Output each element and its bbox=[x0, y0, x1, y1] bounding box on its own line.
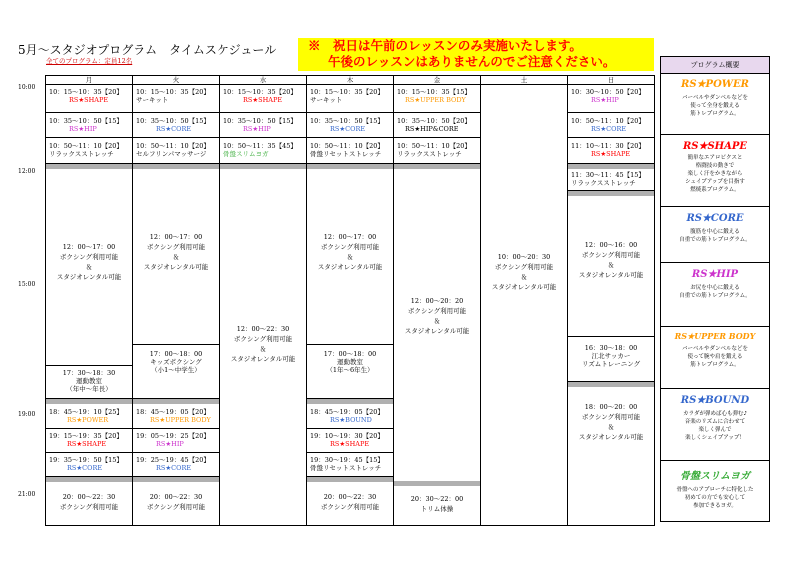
lesson-time: 19：25～19：45【20】 bbox=[136, 456, 210, 464]
lesson-wed-3 bbox=[220, 138, 306, 164]
lesson-time: 19：05～19：25【20】 bbox=[136, 432, 210, 440]
open-block-mon bbox=[46, 242, 132, 282]
open-desc: ボクシング利用可能 bbox=[320, 243, 380, 251]
time-label-10: 10:00 bbox=[18, 84, 36, 91]
desc-line: 音楽のリズムに合わせて bbox=[684, 419, 746, 425]
open-desc: ボクシング利用可能 bbox=[146, 243, 206, 251]
legend-desc bbox=[661, 345, 769, 369]
desc-line: 腹筋を中心に鍛える bbox=[690, 229, 740, 235]
desc-line: 筋トレプログラム。 bbox=[690, 362, 740, 368]
lesson-time: 17：00～18：00 bbox=[323, 350, 377, 358]
lesson-mon-3 bbox=[46, 138, 132, 164]
lesson-name: RS★UPPER BODY bbox=[150, 416, 211, 424]
lesson-mon-4 bbox=[46, 406, 132, 429]
lesson-time: 10：35～10：50【15】 bbox=[223, 117, 297, 125]
time-label-19: 19:00 bbox=[18, 411, 36, 418]
legend-desc bbox=[661, 284, 769, 300]
open-desc-2: スタジオレンタル可能 bbox=[317, 263, 383, 271]
break-band bbox=[307, 477, 393, 482]
night-block-tue bbox=[133, 492, 219, 512]
open-amp: ＆ bbox=[346, 253, 354, 261]
lesson-thu-5 bbox=[307, 429, 393, 453]
lesson-time: 10：50～11：10【20】 bbox=[136, 142, 210, 150]
lesson-name: 骨盤スリムヨガ bbox=[223, 150, 269, 158]
legend-title: プログラム概要 bbox=[661, 57, 769, 74]
lesson-fri-2 bbox=[394, 113, 480, 138]
lesson-name: 運動教室 bbox=[76, 377, 102, 385]
break-band bbox=[307, 164, 393, 169]
lesson-note: （1年～6年生） bbox=[326, 366, 374, 374]
open-time: 20：00～22：30 bbox=[323, 493, 377, 501]
open-time: 12：00～17：00 bbox=[323, 233, 377, 241]
lesson-time: 17：30～18：30 bbox=[62, 369, 116, 377]
lesson-time: 10：35～10：50【15】 bbox=[310, 117, 384, 125]
lesson-name: リラックスストレッチ bbox=[571, 179, 636, 187]
open-time: 20：30～22：00 bbox=[410, 495, 464, 503]
legend-item-bound bbox=[661, 389, 769, 461]
lesson-time: 10：35～10：50【15】 bbox=[49, 117, 123, 125]
lesson-thu-kids bbox=[307, 344, 393, 399]
desc-line: バーベルやダンベルなどを bbox=[681, 346, 749, 352]
open-time: 10：00～20：30 bbox=[497, 253, 551, 261]
open-block-wed bbox=[220, 324, 306, 364]
legend-desc bbox=[661, 486, 769, 510]
lesson-wed-2 bbox=[220, 113, 306, 138]
open-block-thu bbox=[307, 232, 393, 272]
lesson-name: RS★HIP bbox=[243, 125, 271, 133]
legend-desc bbox=[661, 228, 769, 244]
evening-block-sun bbox=[568, 402, 654, 442]
lesson-time: 18：45～19：05【20】 bbox=[136, 408, 210, 416]
lesson-time: 10：15～10：35【20】 bbox=[136, 88, 210, 96]
desc-line: 初めての方でも安心して bbox=[684, 495, 746, 501]
legend-item-upper-body bbox=[661, 327, 769, 389]
open-time: 12：00～22：30 bbox=[236, 325, 290, 333]
open-desc-2: スタジオレンタル可能 bbox=[491, 283, 557, 291]
legend-desc bbox=[661, 154, 769, 194]
lesson-fri-1 bbox=[394, 86, 480, 113]
legend-item-power bbox=[661, 73, 769, 135]
lesson-note: リズムトレーニング bbox=[581, 360, 641, 368]
time-label-12: 12:00 bbox=[18, 168, 36, 175]
lesson-name: RS★BOUND bbox=[330, 416, 372, 424]
lesson-mon-6 bbox=[46, 453, 132, 477]
time-label-15: 15:00 bbox=[18, 281, 36, 288]
open-time: 18：00～20：00 bbox=[584, 403, 638, 411]
legend-name: RS★BOUND bbox=[680, 395, 750, 406]
lesson-time: 10：50～11：10【20】 bbox=[310, 142, 384, 150]
lesson-sun-soccer bbox=[568, 336, 654, 382]
break-band bbox=[394, 164, 480, 169]
desc-line: 使って全身を鍛える bbox=[690, 103, 740, 109]
lesson-name: RS★HIP bbox=[156, 440, 184, 448]
lesson-mon-5 bbox=[46, 429, 132, 453]
lesson-name: RS★CORE bbox=[156, 464, 192, 472]
lesson-time: 10：35～10：50【20】 bbox=[397, 117, 471, 125]
lesson-name: RS★POWER bbox=[67, 416, 109, 424]
lesson-name: RS★SHAPE bbox=[330, 440, 370, 448]
lesson-time: 10：50～11：10【20】 bbox=[397, 142, 471, 150]
desc-line: お尻を中心に鍛える bbox=[690, 285, 740, 291]
open-desc: ボクシング利用可能 bbox=[233, 335, 293, 343]
lesson-thu-3 bbox=[307, 138, 393, 164]
open-time: 12：00～20：20 bbox=[410, 297, 464, 305]
lesson-time: 19：10～19：30【20】 bbox=[310, 432, 384, 440]
open-desc: ボクシング利用可能 bbox=[59, 253, 119, 261]
open-amp: ＆ bbox=[607, 423, 615, 431]
lesson-mon-2 bbox=[46, 113, 132, 138]
open-desc-2: スタジオレンタル可能 bbox=[404, 327, 470, 335]
day-header-sun: 日 bbox=[568, 76, 654, 85]
lesson-name: RS★SHAPE bbox=[69, 96, 109, 104]
lesson-time: 18：45～19：05【20】 bbox=[310, 408, 384, 416]
desc-line: シェイプアップを目指す bbox=[685, 179, 745, 185]
open-amp: ＆ bbox=[85, 263, 93, 271]
lesson-time: 19：30～19：45【15】 bbox=[310, 456, 384, 464]
lesson-tue-4 bbox=[133, 406, 219, 429]
open-time: 20：00～22：30 bbox=[149, 493, 203, 501]
lesson-name: RS★SHAPE bbox=[243, 96, 283, 104]
lesson-name: RS★SHAPE bbox=[67, 440, 107, 448]
lesson-time: 10：50～11：10【20】 bbox=[571, 117, 645, 125]
legend-name: RS★CORE bbox=[686, 213, 744, 224]
desc-line: 楽しく弾んで bbox=[698, 427, 732, 433]
day-header-tue: 火 bbox=[133, 76, 220, 85]
desc-line: 楽しく汗をかきながら bbox=[687, 171, 743, 177]
open-desc-2: スタジオレンタル可能 bbox=[56, 273, 122, 281]
lesson-thu-6 bbox=[307, 453, 393, 477]
desc-line: 使って腕や肩を鍛える bbox=[687, 354, 743, 360]
lesson-name: RS★CORE bbox=[591, 125, 627, 133]
lesson-time: 10：50～11：35【45】 bbox=[223, 142, 297, 150]
lesson-note: （年中～年長） bbox=[66, 385, 112, 393]
open-desc: ボクシング利用可能 bbox=[146, 503, 206, 511]
lesson-name: RS★HIP bbox=[69, 125, 97, 133]
holiday-notice bbox=[298, 38, 654, 71]
open-desc-2: スタジオレンタル可能 bbox=[578, 271, 644, 279]
night-block-fri bbox=[394, 494, 480, 514]
open-desc-2: スタジオレンタル可能 bbox=[143, 263, 209, 271]
time-label-21: 21:00 bbox=[18, 491, 36, 498]
day-header-thu: 木 bbox=[307, 76, 394, 85]
open-amp: ＆ bbox=[520, 273, 528, 281]
lesson-sun-3 bbox=[568, 138, 654, 164]
lesson-name: 骨盤リセットストレッチ bbox=[310, 464, 382, 472]
lesson-time: 19：35～19：50【15】 bbox=[49, 456, 123, 464]
lesson-time: 10：15～10：35【15】 bbox=[397, 88, 471, 96]
lesson-name: 江北サッカー bbox=[591, 352, 631, 360]
lesson-name: キッズボクシング bbox=[150, 358, 202, 366]
lesson-name: RS★SHAPE bbox=[591, 150, 631, 158]
break-band bbox=[568, 191, 654, 196]
lesson-name: リラックスストレッチ bbox=[49, 150, 114, 158]
desc-line: 参加できるヨガ。 bbox=[693, 503, 737, 509]
lesson-time: 11：30～11：45【15】 bbox=[571, 171, 645, 179]
break-band bbox=[46, 399, 132, 404]
open-block-fri bbox=[394, 296, 480, 336]
lesson-time: 17：00～18：00 bbox=[149, 350, 203, 358]
open-amp: ＆ bbox=[607, 261, 615, 269]
lesson-name: RS★CORE bbox=[67, 464, 103, 472]
break-band bbox=[133, 164, 219, 169]
day-header-fri: 金 bbox=[394, 76, 481, 85]
desc-line: バーベルやダンベルなどを bbox=[681, 95, 749, 101]
legend-name: RS★HIP bbox=[691, 269, 739, 280]
day-header-sat: 土 bbox=[481, 76, 568, 85]
notice-line-2: 午後のレッスンはありませんのでご注意ください。 bbox=[328, 54, 616, 69]
desc-line: 筋トレプログラム。 bbox=[690, 111, 740, 117]
lesson-name: RS★CORE bbox=[330, 125, 366, 133]
lesson-time: 18：45～19：10【25】 bbox=[49, 408, 123, 416]
schedule-grid bbox=[45, 75, 655, 526]
lesson-name: RS★CORE bbox=[156, 125, 192, 133]
lesson-name: リラックスストレッチ bbox=[397, 150, 462, 158]
lesson-mon-kids bbox=[46, 365, 132, 399]
lesson-tue-5 bbox=[133, 429, 219, 453]
desc-line: 骨盤へのアプローチに特化した bbox=[676, 487, 754, 493]
lesson-note: （小1～中学生） bbox=[151, 366, 201, 374]
open-desc: ボクシング利用可能 bbox=[494, 263, 554, 271]
lesson-time: 19：15～19：35【20】 bbox=[49, 432, 123, 440]
night-block-thu bbox=[307, 492, 393, 512]
lesson-time: 11：10～11：30【20】 bbox=[571, 142, 645, 150]
open-block-tue bbox=[133, 232, 219, 272]
open-desc: ボクシング利用可能 bbox=[59, 503, 119, 511]
legend-item-hip bbox=[661, 263, 769, 327]
open-desc-2: スタジオレンタル可能 bbox=[578, 433, 644, 441]
lesson-name: 運動教室 bbox=[337, 358, 363, 366]
lesson-name: RS★HIP bbox=[591, 96, 619, 104]
open-desc: トリム体操 bbox=[420, 505, 454, 513]
legend-desc bbox=[661, 94, 769, 118]
break-band bbox=[133, 399, 219, 404]
lesson-time: 10：30～10：50【20】 bbox=[571, 88, 645, 96]
open-amp: ＆ bbox=[259, 345, 267, 353]
open-block-sat bbox=[481, 252, 567, 292]
legend-item-yoga bbox=[661, 461, 769, 521]
open-desc: ボクシング利用可能 bbox=[581, 251, 641, 259]
break-band bbox=[133, 477, 219, 482]
desc-line: カラダが弾めば心も弾む♪ bbox=[683, 411, 747, 417]
lesson-time: 10：35～10：50【15】 bbox=[136, 117, 210, 125]
column-divider bbox=[480, 76, 481, 525]
legend-name: 骨盤スリムヨガ bbox=[680, 471, 750, 482]
lesson-name: セルフリンパマッサージ bbox=[136, 150, 207, 158]
lesson-time: 10：15～10：35【20】 bbox=[49, 88, 123, 96]
lesson-name: RS★HIP&CORE bbox=[405, 125, 459, 133]
desc-line: 楽しくシェイプアップ！ bbox=[685, 435, 745, 441]
legend-name: RS★UPPER BODY bbox=[674, 331, 756, 341]
lesson-time: 10：15～10：35【20】 bbox=[223, 88, 297, 96]
program-legend bbox=[660, 56, 770, 522]
desc-line: 格闘技の動きで bbox=[695, 163, 735, 169]
lesson-tue-1 bbox=[133, 86, 219, 113]
lesson-thu-2 bbox=[307, 113, 393, 138]
desc-line: 簡単なエアロビクスと bbox=[687, 155, 743, 161]
night-block-mon bbox=[46, 492, 132, 512]
break-band bbox=[568, 382, 654, 387]
open-desc: ボクシング利用可能 bbox=[407, 307, 467, 315]
lesson-sun-4 bbox=[568, 169, 654, 191]
break-band bbox=[394, 481, 480, 486]
open-time: 20：00～22：30 bbox=[62, 493, 116, 501]
lesson-tue-6 bbox=[133, 453, 219, 477]
lesson-name: 骨盤リセットストレッチ bbox=[310, 150, 382, 158]
lesson-time: 10：15～10：35【20】 bbox=[310, 88, 384, 96]
break-band bbox=[307, 399, 393, 404]
lesson-thu-1 bbox=[307, 86, 393, 113]
lesson-tue-kids bbox=[133, 344, 219, 399]
lesson-tue-2 bbox=[133, 113, 219, 138]
legend-item-shape bbox=[661, 135, 769, 207]
open-desc: ボクシング利用可能 bbox=[581, 413, 641, 421]
lesson-thu-4 bbox=[307, 406, 393, 429]
open-time: 12：00～17：00 bbox=[149, 233, 203, 241]
desc-line: 燃焼系プログラム。 bbox=[690, 187, 740, 193]
open-time: 12：00～16：00 bbox=[584, 241, 638, 249]
desc-line: 自重での筋トレプログラム。 bbox=[679, 293, 751, 299]
lesson-time: 16：30～18：00 bbox=[584, 344, 638, 352]
day-header-wed: 水 bbox=[220, 76, 307, 85]
break-band bbox=[46, 164, 132, 169]
lesson-wed-1 bbox=[220, 86, 306, 113]
lesson-name: サーキット bbox=[310, 96, 343, 104]
lesson-mon-1 bbox=[46, 86, 132, 113]
lesson-name: RS★UPPER BODY bbox=[405, 96, 466, 104]
lesson-name: サーキット bbox=[136, 96, 169, 104]
open-time: 12：00～17：00 bbox=[62, 243, 116, 251]
legend-name: RS★POWER bbox=[681, 79, 749, 90]
desc-line: 自重での筋トレプログラム。 bbox=[679, 237, 751, 243]
notice-line-1: ※ 祝日は午前のレッスンのみ実施いたします。 bbox=[308, 38, 582, 53]
break-band bbox=[220, 164, 306, 169]
break-band bbox=[46, 477, 132, 482]
open-desc: ボクシング利用可能 bbox=[320, 503, 380, 511]
day-header-mon: 月 bbox=[46, 76, 133, 85]
legend-item-core bbox=[661, 207, 769, 263]
lesson-time: 10：50～11：10【20】 bbox=[49, 142, 123, 150]
open-amp: ＆ bbox=[172, 253, 180, 261]
lesson-tue-3 bbox=[133, 138, 219, 164]
lesson-fri-3 bbox=[394, 138, 480, 164]
open-amp: ＆ bbox=[433, 317, 441, 325]
legend-desc bbox=[661, 410, 769, 442]
lesson-sun-1 bbox=[568, 86, 654, 113]
open-desc-2: スタジオレンタル可能 bbox=[230, 355, 296, 363]
capacity-note: 全てのプログラム：定員12名 bbox=[46, 57, 133, 65]
open-block-sun bbox=[568, 240, 654, 280]
lesson-sun-2 bbox=[568, 113, 654, 138]
page-title: 5月～スタジオプログラム タイムスケジュール bbox=[18, 43, 277, 57]
legend-name: RS★SHAPE bbox=[682, 141, 748, 152]
